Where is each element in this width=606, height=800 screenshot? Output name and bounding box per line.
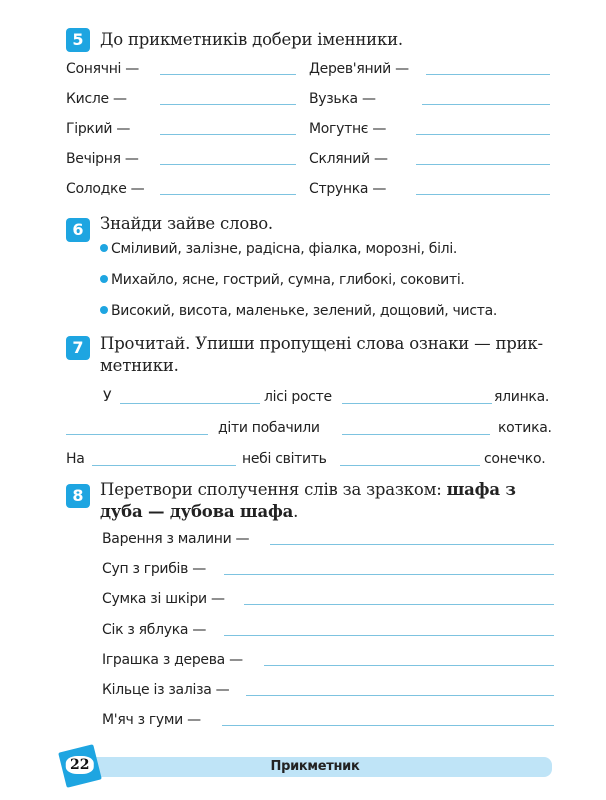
phrase-label: Іграшка з дерева — bbox=[102, 652, 243, 668]
word-label: Гіркий — bbox=[66, 121, 131, 137]
sentence-text: сонечко. bbox=[484, 451, 546, 467]
task-title-line-2: дуба — дубова шафа. bbox=[100, 502, 299, 521]
sentence-text: котика. bbox=[498, 420, 552, 436]
phrase-label: Суп з грибів — bbox=[102, 561, 206, 577]
task-number-badge: 5 bbox=[66, 28, 90, 52]
answer-line[interactable] bbox=[246, 695, 554, 696]
sentence-text: небі світить bbox=[242, 451, 327, 467]
word-label: Вечірня — bbox=[66, 151, 139, 167]
word-label: Вузька — bbox=[309, 91, 376, 107]
task-title-line-1: Прочитай. Упиши пропущені слова ознаки — прик- bbox=[100, 334, 543, 353]
bullet-icon bbox=[100, 306, 108, 314]
answer-line[interactable] bbox=[416, 194, 550, 195]
sentence-text: діти побачили bbox=[218, 420, 320, 436]
answer-line[interactable] bbox=[160, 194, 296, 195]
word-label: Струнка — bbox=[309, 181, 387, 197]
answer-line[interactable] bbox=[160, 134, 296, 135]
answer-line[interactable] bbox=[340, 465, 480, 466]
section-title: Прикметник bbox=[270, 759, 360, 774]
bullet-icon bbox=[100, 244, 108, 252]
answer-line[interactable] bbox=[342, 434, 490, 435]
sentence-text: У bbox=[103, 389, 112, 405]
answer-line[interactable] bbox=[160, 164, 296, 165]
task-number-badge: 6 bbox=[66, 218, 90, 242]
word-label: Могутнє — bbox=[309, 121, 387, 137]
list-item: Сміливий, залізне, радісна, фіалка, морозні, білі. bbox=[100, 240, 457, 258]
answer-line[interactable] bbox=[416, 134, 550, 135]
word-label: Дерев'яний — bbox=[309, 61, 409, 77]
sentence-text: ялинка. bbox=[494, 389, 550, 405]
task-5 bbox=[66, 24, 554, 204]
answer-line[interactable] bbox=[426, 74, 550, 75]
task-number-badge: 7 bbox=[66, 336, 90, 360]
answer-line[interactable] bbox=[222, 725, 554, 726]
answer-line[interactable] bbox=[244, 604, 554, 605]
sentence-text: На bbox=[66, 451, 85, 467]
sentence-text: лісі росте bbox=[264, 389, 332, 405]
footer-bar bbox=[78, 757, 552, 777]
phrase-label: Варення з малини — bbox=[102, 531, 250, 547]
task-number-badge: 8 bbox=[66, 484, 90, 508]
phrase-label: Кільце із заліза — bbox=[102, 682, 230, 698]
task-title: Знайди зайве слово. bbox=[100, 214, 273, 233]
phrase-label: М'яч з гуми — bbox=[102, 712, 201, 728]
word-label: Кисле — bbox=[66, 91, 127, 107]
task-6 bbox=[66, 212, 554, 322]
answer-line[interactable] bbox=[270, 544, 554, 545]
list-item: Високий, висота, маленьке, зелений, дощовий, чиста. bbox=[100, 302, 497, 320]
task-title: До прикметників добери іменники. bbox=[100, 30, 403, 49]
word-label: Скляний — bbox=[309, 151, 388, 167]
task-7 bbox=[66, 332, 554, 472]
answer-line[interactable] bbox=[416, 164, 550, 165]
page-number-badge bbox=[58, 744, 102, 788]
task-8 bbox=[66, 478, 554, 738]
list-item: Михайло, ясне, гострий, сумна, глибокі, соковиті. bbox=[100, 271, 465, 289]
word-label: Солодке — bbox=[66, 181, 145, 197]
answer-line[interactable] bbox=[224, 574, 554, 575]
answer-line[interactable] bbox=[160, 74, 296, 75]
phrase-label: Сік з яблука — bbox=[102, 622, 207, 638]
task-title-line-1: Перетвори сполучення слів за зразком: шафа з bbox=[100, 480, 516, 499]
answer-line[interactable] bbox=[160, 104, 296, 105]
answer-line[interactable] bbox=[342, 403, 492, 404]
answer-line[interactable] bbox=[66, 434, 208, 435]
task-title-line-2: метники. bbox=[100, 356, 179, 375]
phrase-label: Сумка зі шкіри — bbox=[102, 591, 225, 607]
answer-line[interactable] bbox=[422, 104, 550, 105]
answer-line[interactable] bbox=[224, 635, 554, 636]
answer-line[interactable] bbox=[120, 403, 260, 404]
answer-line[interactable] bbox=[264, 665, 554, 666]
answer-line[interactable] bbox=[92, 465, 236, 466]
page-number: 22 bbox=[66, 756, 94, 774]
word-label: Сонячні — bbox=[66, 61, 139, 77]
bullet-icon bbox=[100, 275, 108, 283]
